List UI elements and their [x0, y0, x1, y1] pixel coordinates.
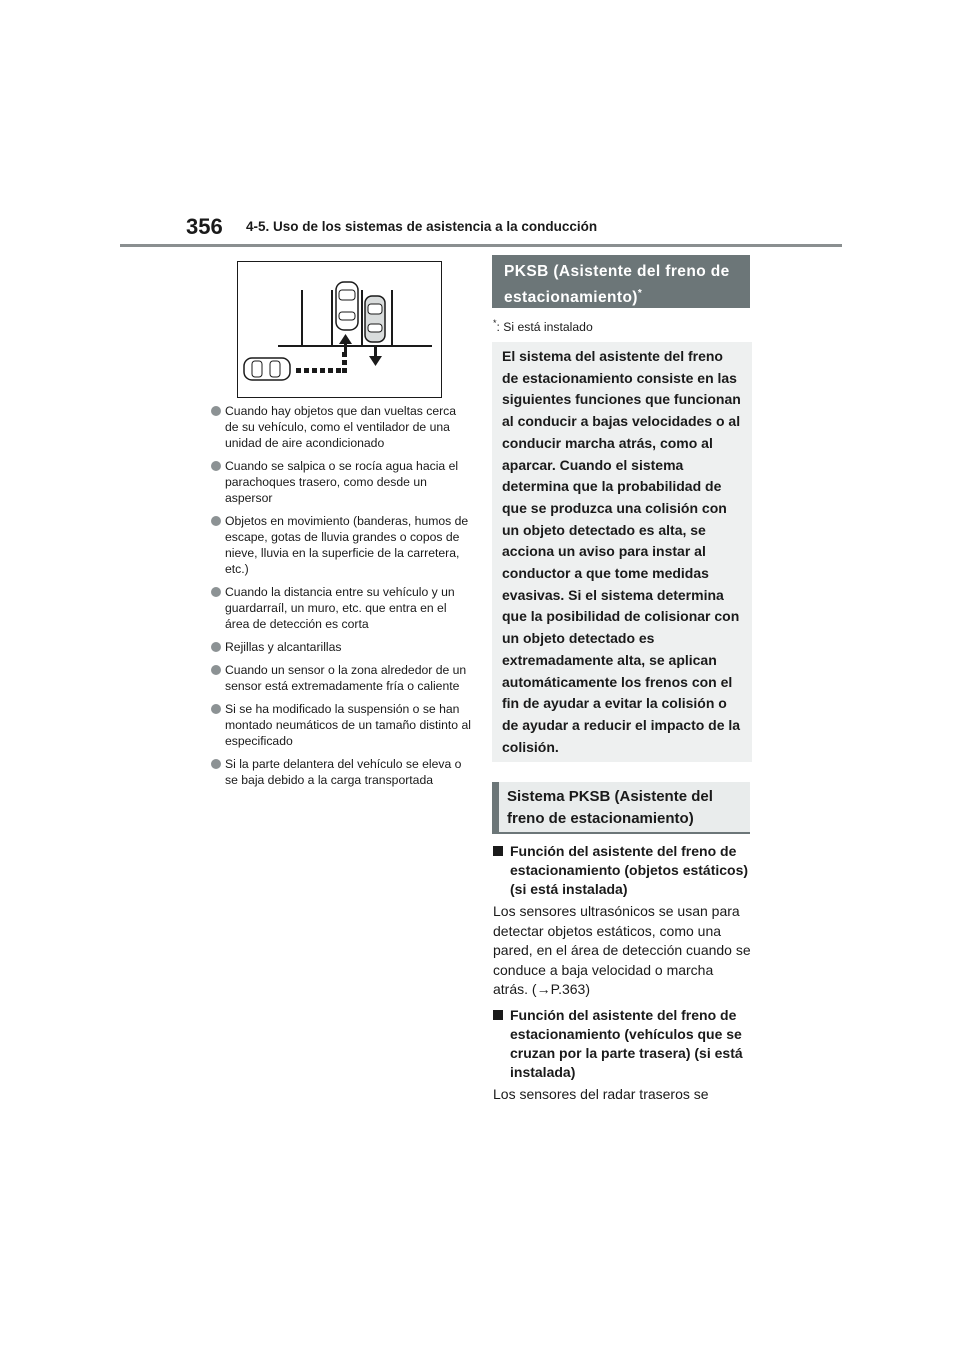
pksb-banner: [492, 255, 750, 308]
bullet-icon: [211, 704, 221, 714]
bullet-icon: [211, 759, 221, 769]
list-item: Cuando un sensor o la zona alrededor de un sensor está extremadamente fría o caliente: [211, 662, 471, 694]
header-divider: [120, 244, 842, 247]
subhead-rear-cross-traffic-text: Función del asistente del freno de estacionamiento (vehículos que se cruzan por la parte trasera) (si está instalada): [510, 1007, 743, 1080]
page-number: 356: [186, 214, 223, 239]
subhead-static-objects-text: Función del asistente del freno de estacionamiento (objetos estáticos) (si está instalada): [510, 843, 749, 897]
subhead-rear-cross-traffic: [493, 1006, 751, 1082]
parking-illustration: [237, 261, 442, 398]
square-bullet-icon: [493, 846, 503, 856]
body-static-objects: Los sensores ultrasónicos se usan para detectar objetos estáticos, como una pared, en el área de detección cuando se conduce a baja velocidad o marcha atrás. (→P.363): [493, 903, 751, 997]
reversing-car-icon: [365, 296, 385, 342]
list-item: Cuando hay objetos que dan vueltas cerca de su vehículo, como el ventilador de una unidad de aire acondicionado: [211, 403, 471, 451]
dashed-path-icon: [296, 352, 347, 373]
bullet-icon: [211, 587, 221, 597]
parked-car-icon: [336, 282, 358, 330]
bullet-icon: [211, 665, 221, 675]
down-arrow-icon: [369, 346, 382, 366]
list-item: Cuando la distancia entre su vehículo y un guardarraíl, un muro, etc. que entra en el área de detección es corta: [211, 584, 471, 632]
list-item: Cuando se salpica o se rocía agua hacia el parachoques trasero, como desde un aspersor: [211, 458, 471, 506]
crossing-car-icon: [244, 358, 290, 380]
bullet-icon: [211, 406, 221, 416]
bullet-icon: [211, 461, 221, 471]
footnote-mark: *: [493, 318, 497, 328]
list-item: Si la parte delantera del vehículo se eleva o se baja debido a la carga transportada: [211, 756, 471, 788]
footnote-text: : Si está instalado: [496, 320, 593, 335]
condition-list: [211, 403, 471, 795]
intro-text: El sistema del asistente del freno de estacionamiento consiste en las siguientes funciones que funcionan al conducir a bajas velocidades o al conducir marcha atrás, como al aparcar. Cuando el sistema determina que la probabilidad de que se produzca una colisión con un objeto detectado es alta, se acciona un aviso para instar al conductor a que tome medidas evasivas. Si el sistema determina que la posibilidad de colisionar con un objeto detectado es extremadamente alta, se aplican automáticamente los frenos con el fin de ayudar a evitar la colisión o de ayudar a reducir el impacto de la colisión.: [502, 348, 741, 755]
bullet-icon: [211, 516, 221, 526]
list-item: Rejillas y alcantarillas: [211, 639, 471, 655]
section-title: 4-5. Uso de los sistemas de asistencia a la conducción: [246, 219, 598, 234]
bullet-icon: [211, 642, 221, 652]
body-rear-cross-traffic: Los sensores del radar traseros se: [493, 1086, 709, 1102]
list-item: Si se ha modificado la suspensión o se han montado neumáticos de un tamaño distinto al especificado: [211, 701, 471, 749]
system-banner: Sistema PKSB (Asistente del freno de estacionamiento): [492, 782, 750, 834]
square-bullet-icon: [493, 1010, 503, 1020]
pksb-banner-mark: *: [637, 288, 643, 299]
parking-diagram: [238, 262, 440, 396]
intro-box: [492, 342, 752, 762]
footnote: [493, 318, 593, 334]
list-item: Objetos en movimiento (banderas, humos de escape, gotas de lluvia grandes o copos de nieve, lluvia en la superficie de la carretera, etc.): [211, 513, 471, 577]
pksb-banner-title: PKSB (Asistente del freno de estacionamiento): [504, 263, 730, 307]
subhead-static-objects: [493, 842, 751, 899]
